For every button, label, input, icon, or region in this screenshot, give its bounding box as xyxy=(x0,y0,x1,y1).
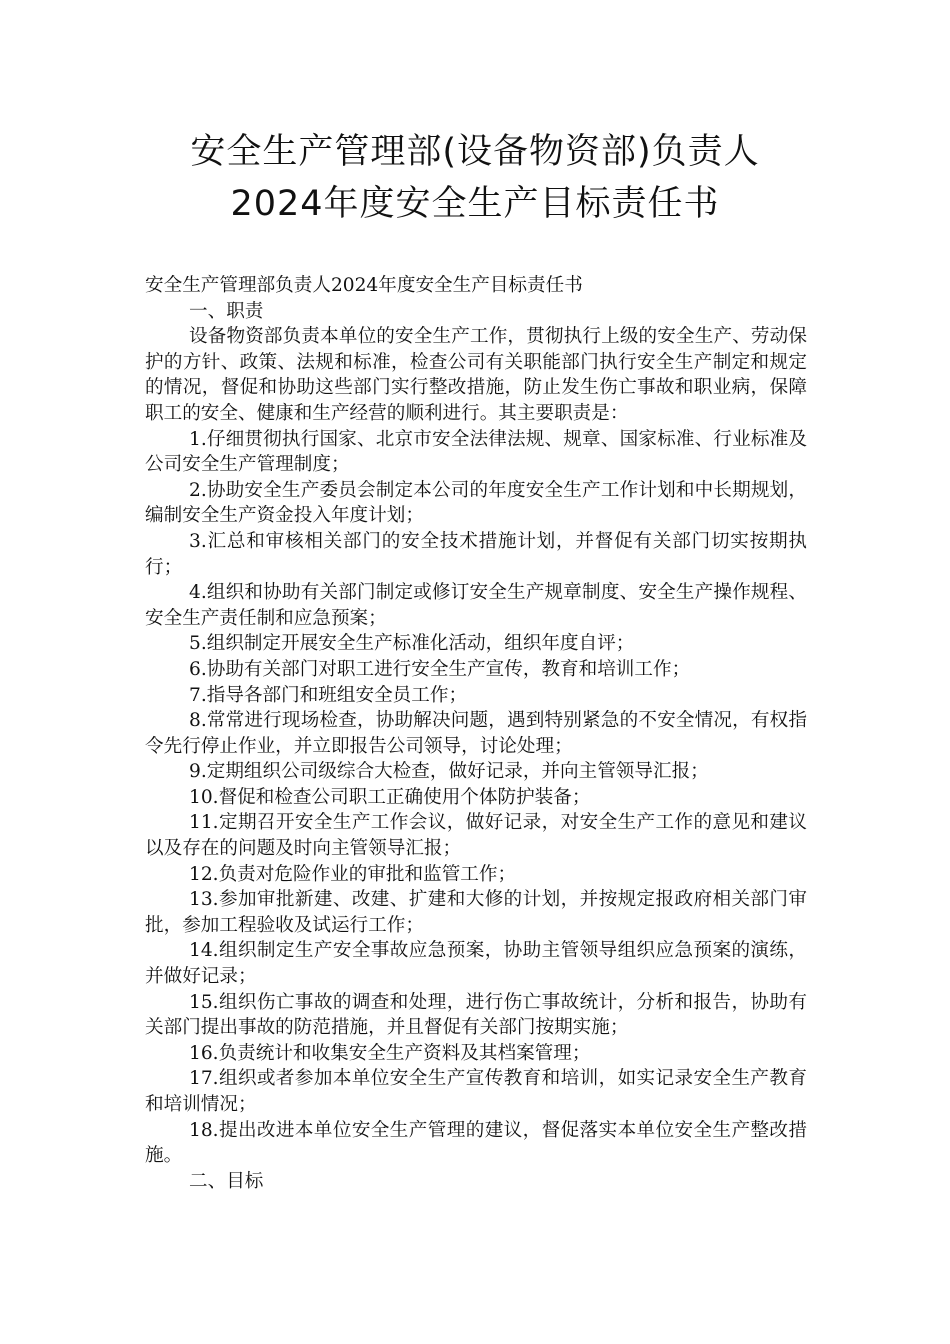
duty-item: 18.提出改进本单位安全生产管理的建议，督促落实本单位安全生产整改措施。 xyxy=(145,1119,807,1167)
duties-list xyxy=(145,427,807,1169)
section-heading-duties: 一、职责 xyxy=(189,300,264,322)
duty-item: 11.定期召开安全生产工作会议，做好记录，对安全生产工作的意见和建议以及存在的问题及时向主管领导汇报； xyxy=(145,812,807,860)
duty-item: 16.负责统计和收集安全生产资料及其档案管理； xyxy=(189,1042,591,1064)
title-line-2: 2024年度安全生产目标责任书 xyxy=(230,184,720,224)
title-line-1: 安全生产管理部(设备物资部)负责人 xyxy=(190,132,760,172)
document-title xyxy=(0,126,950,230)
duty-item: 15.组织伤亡事故的调查和处理，进行伤亡事故统计，分析和报告，协助有关部门提出事故的防范措施，并且督促有关部门按期实施； xyxy=(145,991,807,1039)
duty-item: 14.组织制定生产安全事故应急预案，协助主管领导组织应急预案的演练，并做好记录； xyxy=(145,940,807,988)
duty-item: 2.协助安全生产委员会制定本公司的年度安全生产工作计划和中长期规划，编制安全生产资金投入年度计划； xyxy=(145,479,807,527)
duty-item: 7.指导各部门和班组安全员工作； xyxy=(189,684,468,706)
duty-item: 3.汇总和审核相关部门的安全技术措施计划，并督促有关部门切实按期执行； xyxy=(145,530,807,578)
duty-item: 1.仔细贯彻执行国家、北京市安全法律法规、规章、国家标准、行业标准及公司安全生产管理制度； xyxy=(145,428,807,476)
duty-item: 13.参加审批新建、改建、扩建和大修的计划，并按规定报政府相关部门审批，参加工程验收及试运行工作； xyxy=(145,889,807,936)
section-heading-goals: 二、目标 xyxy=(189,1170,264,1192)
duty-item: 4.组织和协助有关部门制定或修订安全生产规章制度、安全生产操作规程、安全生产责任制和应急预案； xyxy=(145,582,807,629)
duty-item: 8.常常进行现场检查，协助解决问题，遇到特别紧急的不安全情况，有权指令先行停止作业，并立即报告公司领导，讨论处理； xyxy=(145,710,807,757)
duty-item: 5.组织制定开展安全生产标准化活动，组织年度自评； xyxy=(189,633,635,655)
document-subtitle: 安全生产管理部负责人2024年度安全生产目标责任书 xyxy=(145,275,583,296)
duty-item: 12.负责对危险作业的审批和监管工作； xyxy=(189,863,517,885)
document-body xyxy=(145,273,807,1194)
duty-item: 9.定期组织公司级综合大检查，做好记录，并向主管领导汇报； xyxy=(189,761,709,783)
duty-item: 6.协助有关部门对职工进行安全生产宣传，教育和培训工作； xyxy=(189,658,691,680)
intro-paragraph: 设备物资部负责本单位的安全生产工作，贯彻执行上级的安全生产、劳动保护的方针、政策、法规和标准，检查公司有关职能部门执行安全生产制定和规定的情况，督促和协助这些部门实行整改措施，防止发生伤亡事故和职业病，保障职工的安全、健康和生产经营的顺利进行。其主要职责是： xyxy=(145,326,807,424)
duty-item: 17.组织或者参加本单位安全生产宣传教育和培训，如实记录安全生产教育和培训情况； xyxy=(145,1068,807,1115)
duty-item: 10.督促和检查公司职工正确使用个体防护装备； xyxy=(189,786,591,808)
